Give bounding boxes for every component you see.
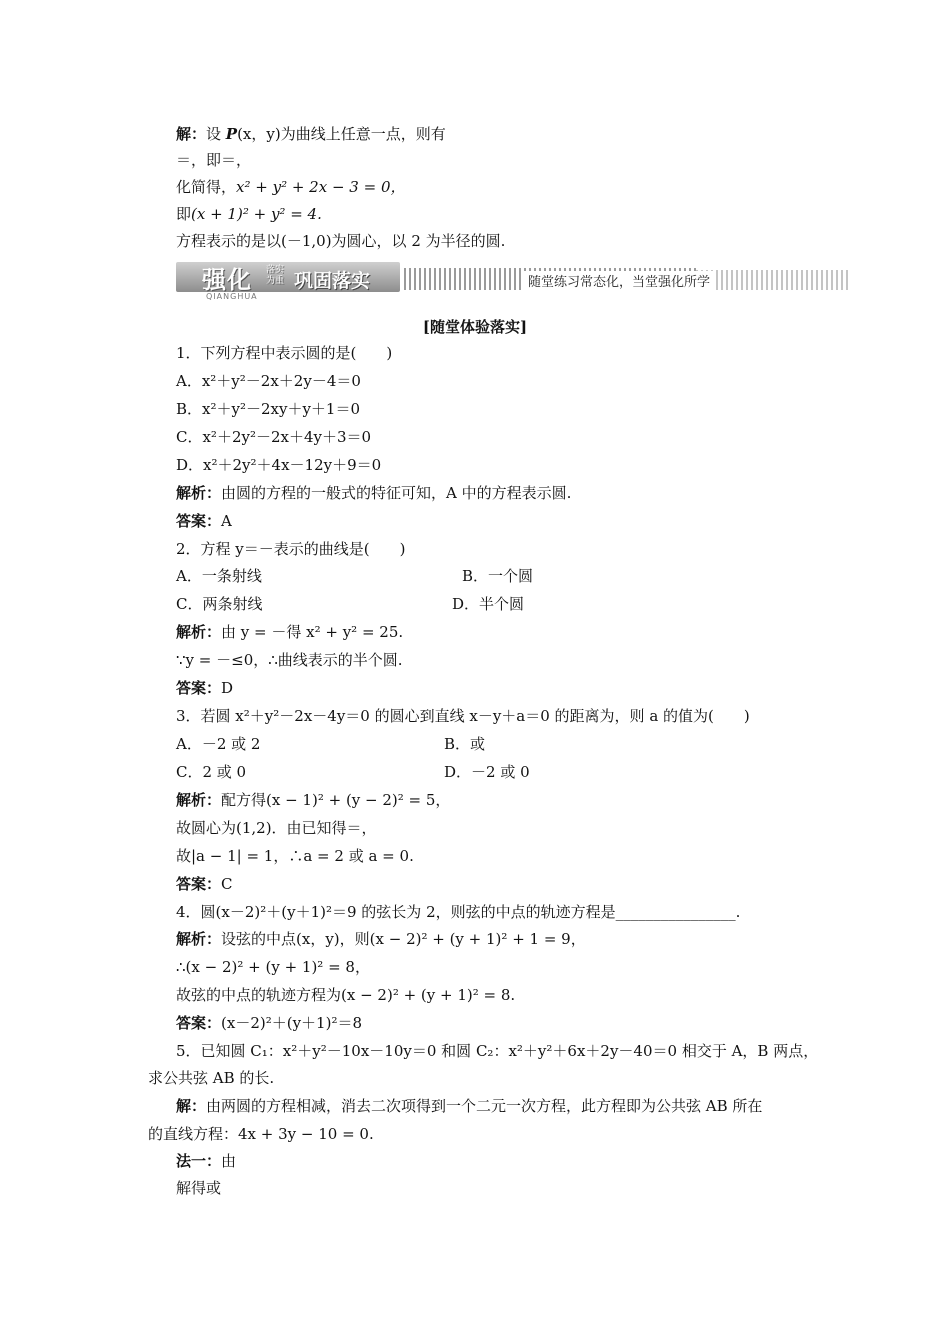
q1-option-d: D．x²＋2y²＋4x－12y＋9＝0 (176, 456, 382, 474)
answer-label: 答案： (176, 512, 222, 530)
intro-line-2: ＝，即＝， (176, 151, 252, 169)
intro-text-b: 为曲线上任意一点，则有 (280, 125, 446, 143)
banner-small-text: 落实为重 (266, 265, 285, 286)
q3-analysis-3: 故|a − 1| = 1，∴a = 2 或 a = 0. (176, 847, 414, 865)
intro-text: 设 (206, 125, 226, 143)
q4-analysis (176, 929, 586, 949)
intro-prefix: 化简得， (176, 178, 237, 196)
intro-line-1 (176, 124, 446, 144)
answer-text: (x－2)²＋(y＋1)²＝8 (221, 1014, 363, 1032)
q1-option-a: A．x²＋y²－2x＋2y－4＝0 (176, 372, 361, 390)
section-title: [随堂体验落实] (422, 318, 528, 336)
q5-method-1 (176, 1151, 236, 1171)
q5-method-1b: 解得或 (176, 1179, 222, 1197)
q3-option-a: A．－2 或 2 (176, 735, 261, 753)
analysis-text: 设弦的中点(x，y)，则(x − 2)² + (y + 1)² + 1 = 9， (221, 930, 586, 948)
q3-option-d: D．－2 或 0 (444, 763, 530, 781)
answer-text: C (221, 875, 233, 893)
q5-stem: 5．已知圆 C₁：x²＋y²－10x－10y＝0 和圆 C₂：x²＋y²＋6x＋2y－40＝0 相交于 A，B 两点， (176, 1042, 819, 1060)
q4-analysis-2: ∴(x − 2)² + (y + 1)² = 8， (176, 958, 370, 976)
q1-stem: 1．下列方程中表示圆的是( ) (176, 344, 393, 362)
analysis-text: 由 y = －得 x² + y² = 25. (221, 623, 404, 641)
solution-label: 解： (176, 1097, 207, 1115)
analysis-label: 解析： (176, 791, 222, 809)
answer-label: 答案： (176, 1014, 222, 1032)
q3-option-c: C．2 或 0 (176, 763, 247, 781)
analysis-label: 解析： (176, 623, 222, 641)
q2-stem: 2．方程 y＝－表示的曲线是( ) (176, 540, 406, 558)
method-text: 由 (221, 1152, 237, 1170)
intro-equation: x² + y² + 2x − 3 = 0， (236, 178, 406, 196)
intro-line-3 (176, 177, 405, 197)
q3-option-b: B．或 (444, 735, 486, 753)
q2-option-c: C．两条射线 (176, 595, 263, 613)
analysis-label: 解析： (176, 484, 222, 502)
point-var: P (225, 125, 238, 143)
section-banner (176, 262, 848, 301)
analysis-text: 由圆的方程的一般式的特征可知，A 中的方程表示圆. (221, 484, 572, 502)
answer-text: D (221, 679, 234, 697)
banner-big-text: 强化 (202, 266, 252, 294)
banner-pinyin: QIANGHUA (206, 292, 258, 301)
banner-stripes-light (696, 270, 848, 290)
q2-analysis (176, 622, 403, 642)
q3-stem: 3．若圆 x²＋y²－2x－4y＝0 的圆心到直线 x－y＋a＝0 的距离为，则 a 的值为( ) (176, 707, 750, 725)
q5-solution-2: 的直线方程：4x + 3y − 10 = 0. (148, 1125, 374, 1143)
analysis-text: 配方得(x − 1)² + (y − 2)² = 5， (221, 791, 451, 809)
q1-option-c: C．x²＋2y²－2x＋4y＋3＝0 (176, 428, 372, 446)
q4-analysis-3: 故弦的中点的轨迹方程为(x − 2)² + (y + 1)² = 8. (176, 986, 516, 1004)
intro-line-4 (176, 204, 322, 224)
q2-option-d: D．半个圆 (452, 595, 525, 613)
banner-mid-text: 巩固落实 (294, 270, 371, 292)
q5-solution (176, 1096, 762, 1116)
analysis-label: 解析： (176, 930, 222, 948)
answer-label: 答案： (176, 875, 222, 893)
answer-label: 答案： (176, 679, 222, 697)
answer-text: A (221, 512, 232, 530)
intro-prefix: 即 (176, 205, 192, 223)
q4-stem: 4．圆(x－2)²＋(y＋1)²＝9 的弦长为 2，则弦的中点的轨迹方程是________________. (176, 903, 741, 921)
q2-answer (176, 678, 233, 698)
q2-analysis-2: ∵y = －≤0，∴曲线表示的半个圆. (176, 651, 403, 669)
q3-answer (176, 874, 233, 894)
solution-text: 由两圆的方程相减，消去二次项得到一个二元一次方程，此方程即为公共弦 AB 所在 (206, 1097, 763, 1115)
intro-coords: (x，y) (237, 125, 281, 143)
intro-line-5: 方程表示的是以(－1,0)为圆心，以 2 为半径的圆. (176, 232, 506, 250)
solution-label: 解： (176, 125, 207, 143)
q5-stem-2: 求公共弦 AB 的长. (148, 1069, 275, 1087)
intro-equation: (x + 1)² + y² = 4. (191, 205, 322, 223)
q3-analysis-2: 故圆心为(1,2)．由已知得＝， (176, 819, 377, 837)
q2-option-b: B．一个圆 (462, 567, 534, 585)
method-label: 法一： (176, 1152, 222, 1170)
q3-analysis (176, 790, 450, 810)
q2-option-a: A．一条射线 (176, 567, 262, 585)
banner-slogan: 随堂练习常态化，当堂强化所学 (522, 271, 716, 290)
q1-analysis (176, 483, 571, 503)
q1-answer (176, 511, 232, 531)
q4-answer (176, 1013, 362, 1033)
q1-option-b: B．x²＋y²－2xy＋y＋1＝0 (176, 400, 361, 418)
